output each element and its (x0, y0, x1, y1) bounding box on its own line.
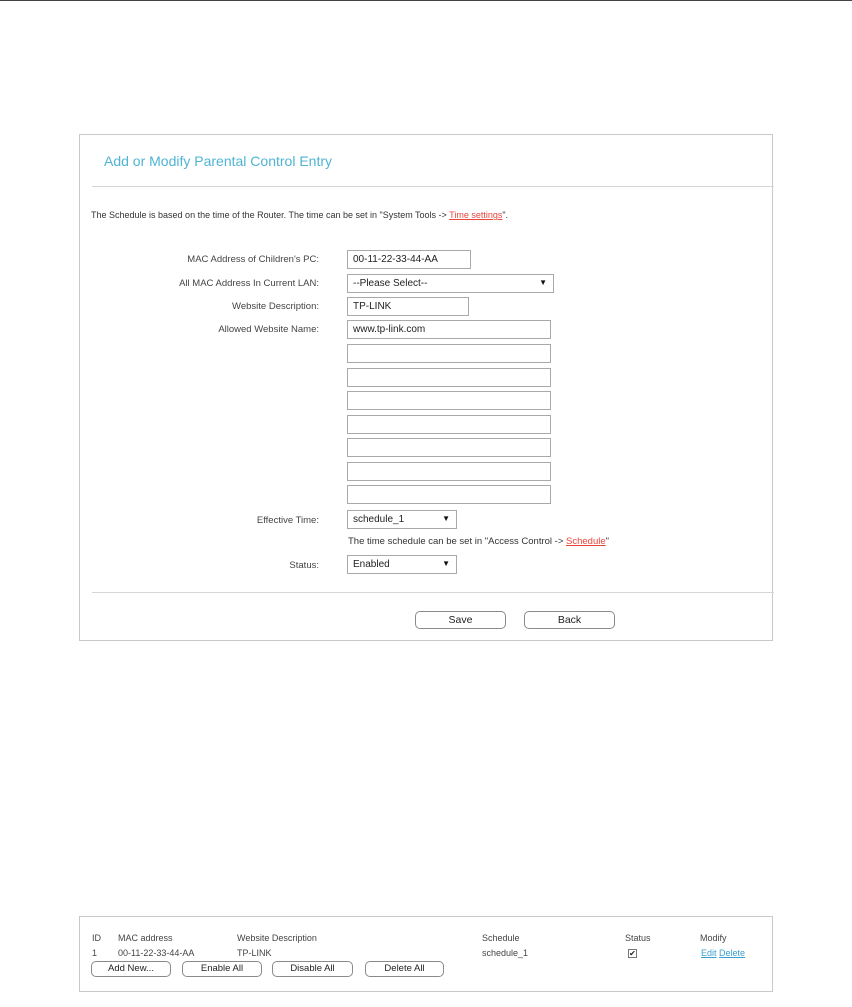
top-divider (0, 0, 852, 1)
website-description-input[interactable] (347, 297, 469, 316)
mac-label: MAC Address of Children's PC: (187, 254, 319, 265)
all-mac-label: All MAC Address In Current LAN: (179, 278, 319, 289)
header-mac: MAC address (118, 933, 173, 943)
all-mac-selected: --Please Select-- (353, 278, 428, 289)
dropdown-arrow-icon: ▼ (539, 278, 547, 287)
dropdown-arrow-icon: ▼ (442, 559, 450, 568)
schedule-hint-text: The time schedule can be set in "Access Control -> (348, 536, 567, 547)
status-select[interactable] (347, 555, 457, 574)
allowed-website-input-4[interactable] (347, 391, 551, 410)
allowed-website-input-1[interactable] (347, 320, 551, 339)
allowed-label: Allowed Website Name: (218, 324, 319, 335)
delete-link[interactable]: Delete (719, 948, 746, 958)
schedule-link[interactable]: Schedule (566, 536, 606, 547)
schedule-note-suffix: ". (502, 210, 509, 220)
effective-time-selected: schedule_1 (353, 514, 405, 525)
effective-time-select[interactable] (347, 510, 457, 529)
row-description: TP-LINK (237, 948, 272, 958)
footer-divider (92, 592, 774, 593)
allowed-website-input-3[interactable] (347, 368, 551, 387)
allowed-website-input-2[interactable] (347, 344, 551, 363)
desc-label: Website Description: (232, 301, 319, 312)
row-schedule: schedule_1 (482, 948, 529, 958)
allowed-website-input-7[interactable] (347, 462, 551, 481)
row-mac: 00-11-22-33-44-AA (118, 948, 195, 958)
row-modify (701, 948, 745, 958)
back-button[interactable]: Back (524, 611, 615, 629)
header-id: ID (92, 933, 101, 943)
disable-all-button[interactable]: Disable All (272, 961, 353, 977)
enable-all-button[interactable]: Enable All (182, 961, 262, 977)
allowed-website-input-6[interactable] (347, 438, 551, 457)
add-new-button[interactable]: Add New... (91, 961, 171, 977)
time-settings-link[interactable]: Time settings (449, 210, 503, 220)
form-title: Add or Modify Parental Control Entry (104, 153, 332, 169)
schedule-note-text: The Schedule is based on the time of the Router. The time can be set in "System Tools -> (91, 210, 450, 220)
header-description: Website Description (237, 933, 317, 943)
row-status-checkbox[interactable] (628, 949, 637, 958)
check-mark-icon: ✔ (629, 949, 636, 958)
delete-all-button[interactable]: Delete All (365, 961, 444, 977)
allowed-website-input-5[interactable] (347, 415, 551, 434)
mac-address-input[interactable] (347, 250, 471, 269)
edit-link[interactable]: Edit (701, 948, 717, 958)
schedule-hint-suffix: " (605, 536, 610, 547)
schedule-hint (348, 536, 609, 547)
all-mac-select[interactable] (347, 274, 554, 293)
status-selected: Enabled (353, 559, 390, 570)
allowed-website-input-8[interactable] (347, 485, 551, 504)
header-modify: Modify (700, 933, 727, 943)
header-status: Status (625, 933, 651, 943)
parental-control-form-panel (79, 134, 773, 641)
dropdown-arrow-icon: ▼ (442, 514, 450, 523)
header-schedule: Schedule (482, 933, 520, 943)
schedule-note (91, 210, 508, 220)
status-label: Status: (289, 560, 319, 571)
parental-control-table (79, 916, 773, 992)
title-divider (92, 186, 774, 187)
row-id: 1 (92, 948, 98, 958)
save-button[interactable]: Save (415, 611, 506, 629)
effective-time-label: Effective Time: (256, 515, 319, 526)
